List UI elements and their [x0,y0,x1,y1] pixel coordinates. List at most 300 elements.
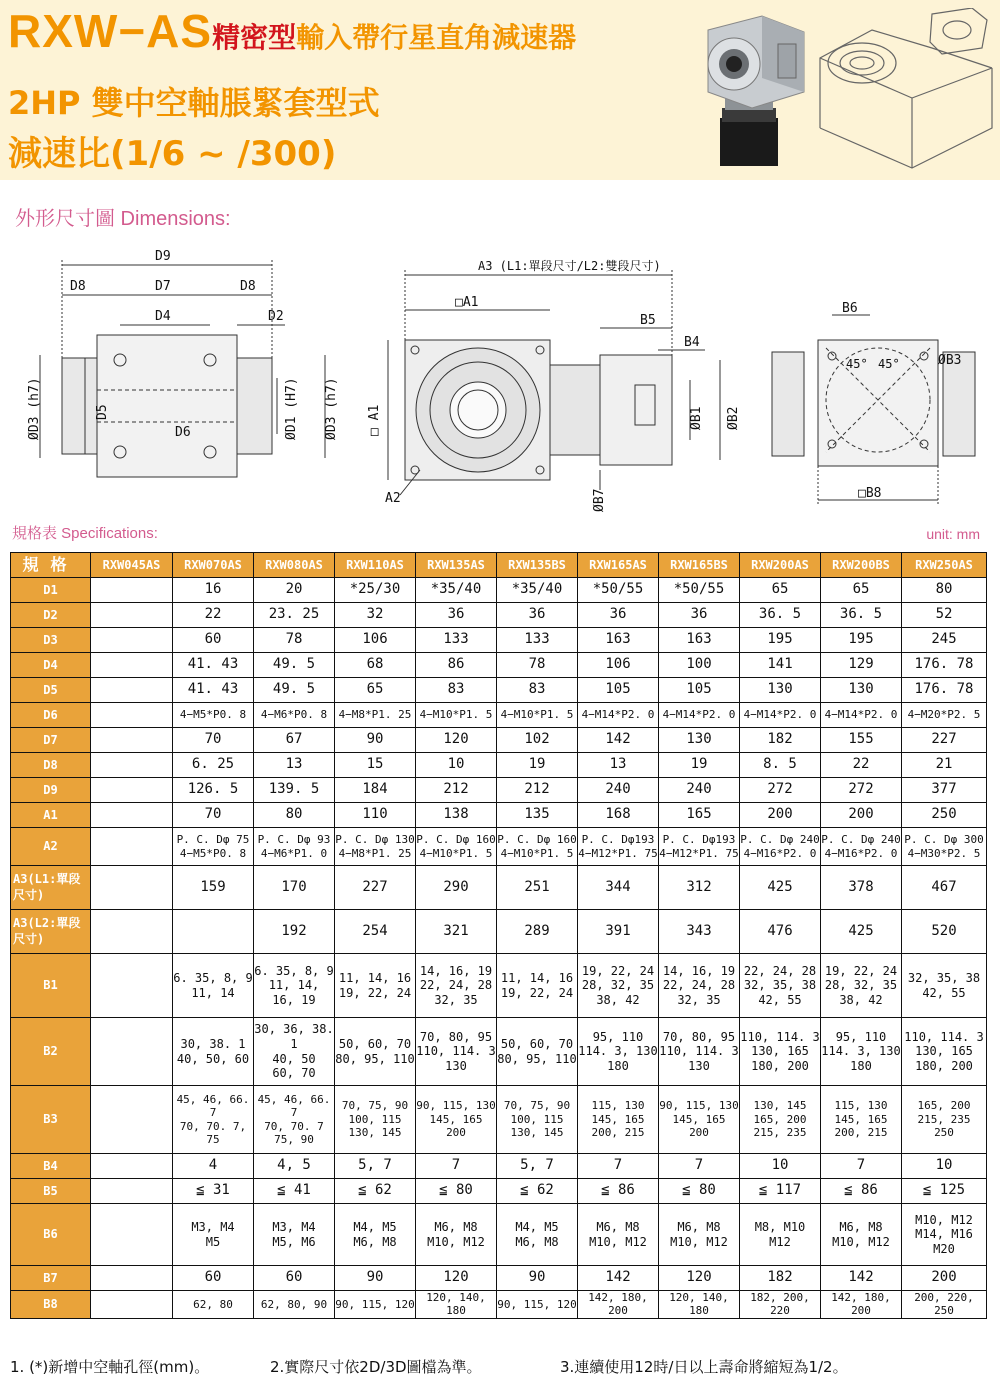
front-view [388,270,720,495]
column-header: RXW200AS [740,553,821,578]
table-cell: 23. 25 [254,603,335,628]
table-cell: 49. 5 [254,653,335,678]
table-cell: 90 [497,1266,578,1291]
table-cell: 83 [497,678,578,703]
table-cell: P. C. Dφ 93 4−M6*P1. 0 [254,828,335,866]
row-label: D8 [11,753,91,778]
table-cell: 142 [578,1266,659,1291]
table-cell: 142 [578,728,659,753]
table-cell [91,753,173,778]
row-label: B8 [11,1291,91,1319]
table-cell [91,803,173,828]
table-row [11,628,987,653]
table-cell: 68 [335,653,416,678]
row-label: A3(L2:單段尺寸) [11,910,91,954]
table-cell: P. C. Dφ 130 4−M8*P1. 25 [335,828,416,866]
table-cell: 13 [254,753,335,778]
table-cell [91,628,173,653]
row-label: D5 [11,678,91,703]
row-label: D6 [11,703,91,728]
table-cell: 133 [497,628,578,653]
label-b1: ØB1 [689,406,704,430]
subtitle-line3: 減速比(1/6 ~ /300) [8,134,337,174]
table-cell: 4 [173,1154,254,1179]
table-cell: ≦ 125 [902,1179,987,1204]
table-cell: 20 [254,578,335,603]
label-d5: D5 [95,404,110,420]
table-cell [91,728,173,753]
table-cell: 227 [335,866,416,910]
row-label: A1 [11,803,91,828]
table-cell: 4−M20*P2. 5 [902,703,987,728]
label-b7: ØB7 [592,488,607,512]
table-cell: 200 [821,803,902,828]
subtitle-product: 輸入帶行星直角減速器 [296,21,577,54]
label-d9: D9 [155,249,171,264]
table-cell: 36 [578,603,659,628]
table-cell: 120 [416,728,497,753]
column-header: RXW070AS [173,553,254,578]
table-cell [91,954,173,1018]
table-cell: 4−M8*P1. 25 [335,703,416,728]
table-cell: 106 [578,653,659,678]
table-cell: 227 [902,728,987,753]
table-row [11,1204,987,1266]
table-cell: 5, 7 [335,1154,416,1179]
footnotes [10,1356,848,1377]
table-cell: 170 [254,866,335,910]
label-b4: B4 [684,335,700,350]
label-d8-left: D8 [70,279,86,294]
table-cell: 272 [740,778,821,803]
table-cell: 30, 36, 38. 1 40, 50 60, 70 [254,1018,335,1086]
table-cell: 78 [497,653,578,678]
table-cell: 95, 110 114. 3, 130 180 [578,1018,659,1086]
table-cell: ≦ 117 [740,1179,821,1204]
table-cell: 90 [335,1266,416,1291]
label-d3-left: ØD3 (h7) [27,377,42,440]
table-cell: 251 [497,866,578,910]
column-header: RXW045AS [91,553,173,578]
table-cell: 141 [740,653,821,678]
label-d4: D4 [155,309,171,324]
table-row [11,1266,987,1291]
table-cell: 6. 35, 8, 9 11, 14 [173,954,254,1018]
table-cell: 142 [821,1266,902,1291]
table-cell: 4−M5*P0. 8 [173,703,254,728]
table-cell: 115, 130 145, 165 200, 215 [821,1086,902,1154]
table-row [11,653,987,678]
table-cell: 272 [821,778,902,803]
table-cell: 70, 75, 90 100, 115 130, 145 [335,1086,416,1154]
table-cell: 135 [497,803,578,828]
table-cell: 65 [335,678,416,703]
table-cell: M10, M12 M14, M16 M20 [902,1204,987,1266]
table-cell: M3, M4 M5, M6 [254,1204,335,1266]
specifications-title: 規格表 Specifications: [12,525,158,542]
table-cell: 22 [173,603,254,628]
table-cell: 19 [497,753,578,778]
column-header: RXW080AS [254,553,335,578]
table-cell: 120, 140, 180 [416,1291,497,1319]
table-cell: 105 [659,678,740,703]
table-cell: 50, 60, 70 80, 95, 110 [497,1018,578,1086]
table-cell: 250 [902,803,987,828]
table-cell: 4−M10*P1. 5 [416,703,497,728]
table-row [11,828,987,866]
table-cell [91,578,173,603]
table-row [11,753,987,778]
table-cell [91,778,173,803]
table-cell: 7 [821,1154,902,1179]
table-row [11,954,987,1018]
table-cell: ≦ 41 [254,1179,335,1204]
table-cell: 90, 115, 120 [335,1291,416,1319]
table-cell: P. C. Dφ193 4−M12*P1. 75 [659,828,740,866]
row-label: D9 [11,778,91,803]
table-cell: 142, 180, 200 [821,1291,902,1319]
table-cell [91,1179,173,1204]
table-cell: 212 [497,778,578,803]
table-cell: 254 [335,910,416,954]
table-cell: 102 [497,728,578,753]
table-cell: 65 [740,578,821,603]
table-cell: 120, 140, 180 [659,1291,740,1319]
table-cell: P. C. Dφ193 4−M12*P1. 75 [578,828,659,866]
table-row [11,603,987,628]
table-corner: 規格 [11,553,91,578]
table-cell: 36 [497,603,578,628]
table-cell: 182, 200, 220 [740,1291,821,1319]
row-label: B5 [11,1179,91,1204]
table-cell: 4−M10*P1. 5 [497,703,578,728]
label-angle2: 45° [878,357,900,371]
table-cell: 19, 22, 24 28, 32, 35 38, 42 [578,954,659,1018]
specifications-table [10,552,987,1319]
table-cell: 70, 80, 95 110, 114. 3 130 [416,1018,497,1086]
table-cell [91,1266,173,1291]
table-cell: 212 [416,778,497,803]
table-cell: M3, M4 M5 [173,1204,254,1266]
column-header: RXW135AS [416,553,497,578]
table-cell: 200, 220, 250 [902,1291,987,1319]
label-b8: □B8 [858,486,882,501]
table-cell: 4−M6*P0. 8 [254,703,335,728]
table-cell: *50/55 [659,578,740,603]
table-cell [91,1086,173,1154]
table-cell: 182 [740,1266,821,1291]
table-cell: 312 [659,866,740,910]
table-cell: 19, 22, 24 28, 32, 35 38, 42 [821,954,902,1018]
table-cell: 45, 46, 66. 7 70, 70. 7, 75 [173,1086,254,1154]
table-cell: M6, M8 M10, M12 [578,1204,659,1266]
table-row [11,1086,987,1154]
table-cell: 165 [659,803,740,828]
table-cell: P. C. Dφ 75 4−M5*P0. 8 [173,828,254,866]
table-cell [91,1154,173,1179]
table-cell: 476 [740,910,821,954]
table-cell: 163 [578,628,659,653]
table-cell: 4−M14*P2. 0 [821,703,902,728]
dimensions-title: 外形尺寸圖 Dimensions: [15,208,231,230]
row-label: A2 [11,828,91,866]
table-cell: P. C. Dφ 240 4−M16*P2. 0 [740,828,821,866]
table-cell: 182 [740,728,821,753]
table-cell [91,1204,173,1266]
label-b5: B5 [640,313,656,328]
table-cell: 10 [740,1154,821,1179]
table-cell: 4, 5 [254,1154,335,1179]
label-d1: ØD1 (H7) [284,377,299,440]
row-label: B7 [11,1266,91,1291]
table-cell [91,1291,173,1319]
label-a3: A3 (L1:單段尺寸/L2:雙段尺寸) [478,259,661,273]
table-cell: 165, 200 215, 235 250 [902,1086,987,1154]
table-cell [91,603,173,628]
title-line [8,4,576,58]
table-cell: 6. 25 [173,753,254,778]
table-cell: 10 [902,1154,987,1179]
table-cell: 520 [902,910,987,954]
table-cell: 60 [254,1266,335,1291]
column-header: RXW110AS [335,553,416,578]
column-header: RXW135BS [497,553,578,578]
table-cell: 80 [902,578,987,603]
row-label: D2 [11,603,91,628]
table-cell: 32 [335,603,416,628]
table-cell: 240 [578,778,659,803]
table-cell: 176. 78 [902,653,987,678]
table-cell: 90, 115, 130 145, 165 200 [659,1086,740,1154]
row-label: B2 [11,1018,91,1086]
table-cell: 110, 114. 3 130, 165 180, 200 [902,1018,987,1086]
unit-label: unit: mm [926,526,980,542]
table-cell [173,910,254,954]
note-1: 1. (*)新增中空軸孔徑(mm)。 [10,1358,210,1376]
table-cell [91,828,173,866]
table-cell: 184 [335,778,416,803]
table-cell: 78 [254,628,335,653]
table-cell: 15 [335,753,416,778]
table-cell: 130 [821,678,902,703]
table-cell: 133 [416,628,497,653]
table-cell: 200 [902,1266,987,1291]
table-cell: 11, 14, 16 19, 22, 24 [335,954,416,1018]
table-row [11,1291,987,1319]
table-cell: 195 [821,628,902,653]
table-cell: 16 [173,578,254,603]
table-cell: 4−M14*P2. 0 [659,703,740,728]
row-label: B3 [11,1086,91,1154]
table-cell: 62, 80, 90 [254,1291,335,1319]
note-2: 2.實際尺寸依2D/3D圖檔為準。 [270,1358,482,1376]
table-cell: 49. 5 [254,678,335,703]
table-cell: 130 [659,728,740,753]
product-photo [700,8,812,173]
table-row [11,866,987,910]
table-cell: 62, 80 [173,1291,254,1319]
table-cell: 22 [821,753,902,778]
table-cell [91,1018,173,1086]
table-cell: 36. 5 [740,603,821,628]
table-cell: 41. 43 [173,653,254,678]
table-cell: P. C. Dφ 240 4−M16*P2. 0 [821,828,902,866]
table-cell: 120 [416,1266,497,1291]
table-cell [91,703,173,728]
table-cell: 245 [902,628,987,653]
table-cell: 95, 110 114. 3, 130 180 [821,1018,902,1086]
table-cell: M4, M5 M6, M8 [335,1204,416,1266]
table-cell: 106 [335,628,416,653]
header-banner [0,0,1000,180]
table-cell: 195 [740,628,821,653]
table-cell: 138 [416,803,497,828]
table-cell: 36 [416,603,497,628]
table-cell: 129 [821,653,902,678]
table-cell: M6, M8 M10, M12 [659,1204,740,1266]
table-row [11,1154,987,1179]
table-cell: 80 [254,803,335,828]
row-label: D1 [11,578,91,603]
table-cell: 36 [659,603,740,628]
table-cell: 343 [659,910,740,954]
row-label: D3 [11,628,91,653]
table-cell: 19 [659,753,740,778]
table-cell: *25/30 [335,578,416,603]
table-cell: 192 [254,910,335,954]
table-cell: M6, M8 M10, M12 [416,1204,497,1266]
row-label: D4 [11,653,91,678]
table-cell: 142, 180, 200 [578,1291,659,1319]
table-cell: 50, 60, 70 80, 95, 110 [335,1018,416,1086]
table-cell: 86 [416,653,497,678]
label-b3: ØB3 [938,353,962,368]
row-label: A3(L1:單段尺寸) [11,866,91,910]
label-d2: D2 [268,309,284,324]
table-cell [91,866,173,910]
table-cell: 377 [902,778,987,803]
table-header-row [11,553,987,578]
label-b6: B6 [842,301,858,316]
table-cell: *35/40 [497,578,578,603]
subtitle-precision: 精密型 [212,21,297,54]
table-cell: M8, M10 M12 [740,1204,821,1266]
table-cell [91,653,173,678]
table-cell: 7 [659,1154,740,1179]
table-row [11,703,987,728]
product-line-drawing [812,8,1000,178]
table-cell: 14, 16, 19 22, 24, 28 32, 35 [416,954,497,1018]
row-label: B1 [11,954,91,1018]
table-cell: 290 [416,866,497,910]
table-cell: 11, 14, 16 19, 22, 24 [497,954,578,1018]
label-angle1: 45° [846,357,868,371]
table-cell: 36. 5 [821,603,902,628]
table-cell: 105 [578,678,659,703]
table-cell [91,910,173,954]
table-cell: ≦ 62 [335,1179,416,1204]
table-cell: *35/40 [416,578,497,603]
table-cell: 391 [578,910,659,954]
table-cell: 200 [740,803,821,828]
label-b2: ØB2 [726,406,741,430]
table-cell: *50/55 [578,578,659,603]
table-cell: 176. 78 [902,678,987,703]
subtitle-line2: 2HP 雙中空軸脹緊套型式 [8,84,380,122]
table-cell: 10 [416,753,497,778]
table-cell: 168 [578,803,659,828]
table-row [11,1179,987,1204]
table-cell: 60 [173,1266,254,1291]
table-cell: 65 [821,578,902,603]
table-cell: 41. 43 [173,678,254,703]
row-label: B4 [11,1154,91,1179]
table-cell: 7 [416,1154,497,1179]
column-header: RXW165AS [578,553,659,578]
table-cell: 14, 16, 19 22, 24, 28 32, 35 [659,954,740,1018]
table-cell: 52 [902,603,987,628]
table-cell: 7 [578,1154,659,1179]
table-cell: 120 [659,1266,740,1291]
table-cell: 6. 35, 8, 9 11, 14, 16, 19 [254,954,335,1018]
table-cell: 321 [416,910,497,954]
table-cell: 344 [578,866,659,910]
table-cell: 70 [173,803,254,828]
table-cell: ≦ 86 [578,1179,659,1204]
table-cell: P. C. Dφ 160 4−M10*P1. 5 [497,828,578,866]
table-cell: 70, 80, 95 110, 114. 3 130 [659,1018,740,1086]
table-cell: 70 [173,728,254,753]
table-cell: M4, M5 M6, M8 [497,1204,578,1266]
table-cell: 425 [821,910,902,954]
label-a1-side: □ A1 [367,404,382,436]
table-cell: 425 [740,866,821,910]
table-row [11,910,987,954]
table-cell [91,678,173,703]
label-d7: D7 [155,279,171,294]
column-header: RXW200BS [821,553,902,578]
table-cell: 21 [902,753,987,778]
table-cell: 22, 24, 28 32, 35, 38 42, 55 [740,954,821,1018]
table-cell: 90, 115, 130 145, 165 200 [416,1086,497,1154]
table-cell: ≦ 80 [659,1179,740,1204]
row-label: B6 [11,1204,91,1266]
table-cell: 130, 145 165, 200 215, 235 [740,1086,821,1154]
table-cell: 159 [173,866,254,910]
label-d3-right: ØD3 (h7) [324,377,339,440]
table-cell: 30, 38. 1 40, 50, 60 [173,1018,254,1086]
table-row [11,778,987,803]
table-cell: 4−M14*P2. 0 [578,703,659,728]
table-cell: 126. 5 [173,778,254,803]
table-cell: 115, 130 145, 165 200, 215 [578,1086,659,1154]
table-row [11,728,987,753]
table-cell: 130 [740,678,821,703]
table-cell: 100 [659,653,740,678]
dimension-drawing [0,240,1000,520]
label-d6: D6 [175,425,191,440]
table-cell: 378 [821,866,902,910]
table-row [11,803,987,828]
table-cell: 289 [497,910,578,954]
label-a1-top: □A1 [455,295,479,310]
table-cell: ≦ 86 [821,1179,902,1204]
table-cell: 60 [173,628,254,653]
table-cell: 32, 35, 38 42, 55 [902,954,987,1018]
table-row [11,678,987,703]
table-cell: 467 [902,866,987,910]
table-cell: 139. 5 [254,778,335,803]
